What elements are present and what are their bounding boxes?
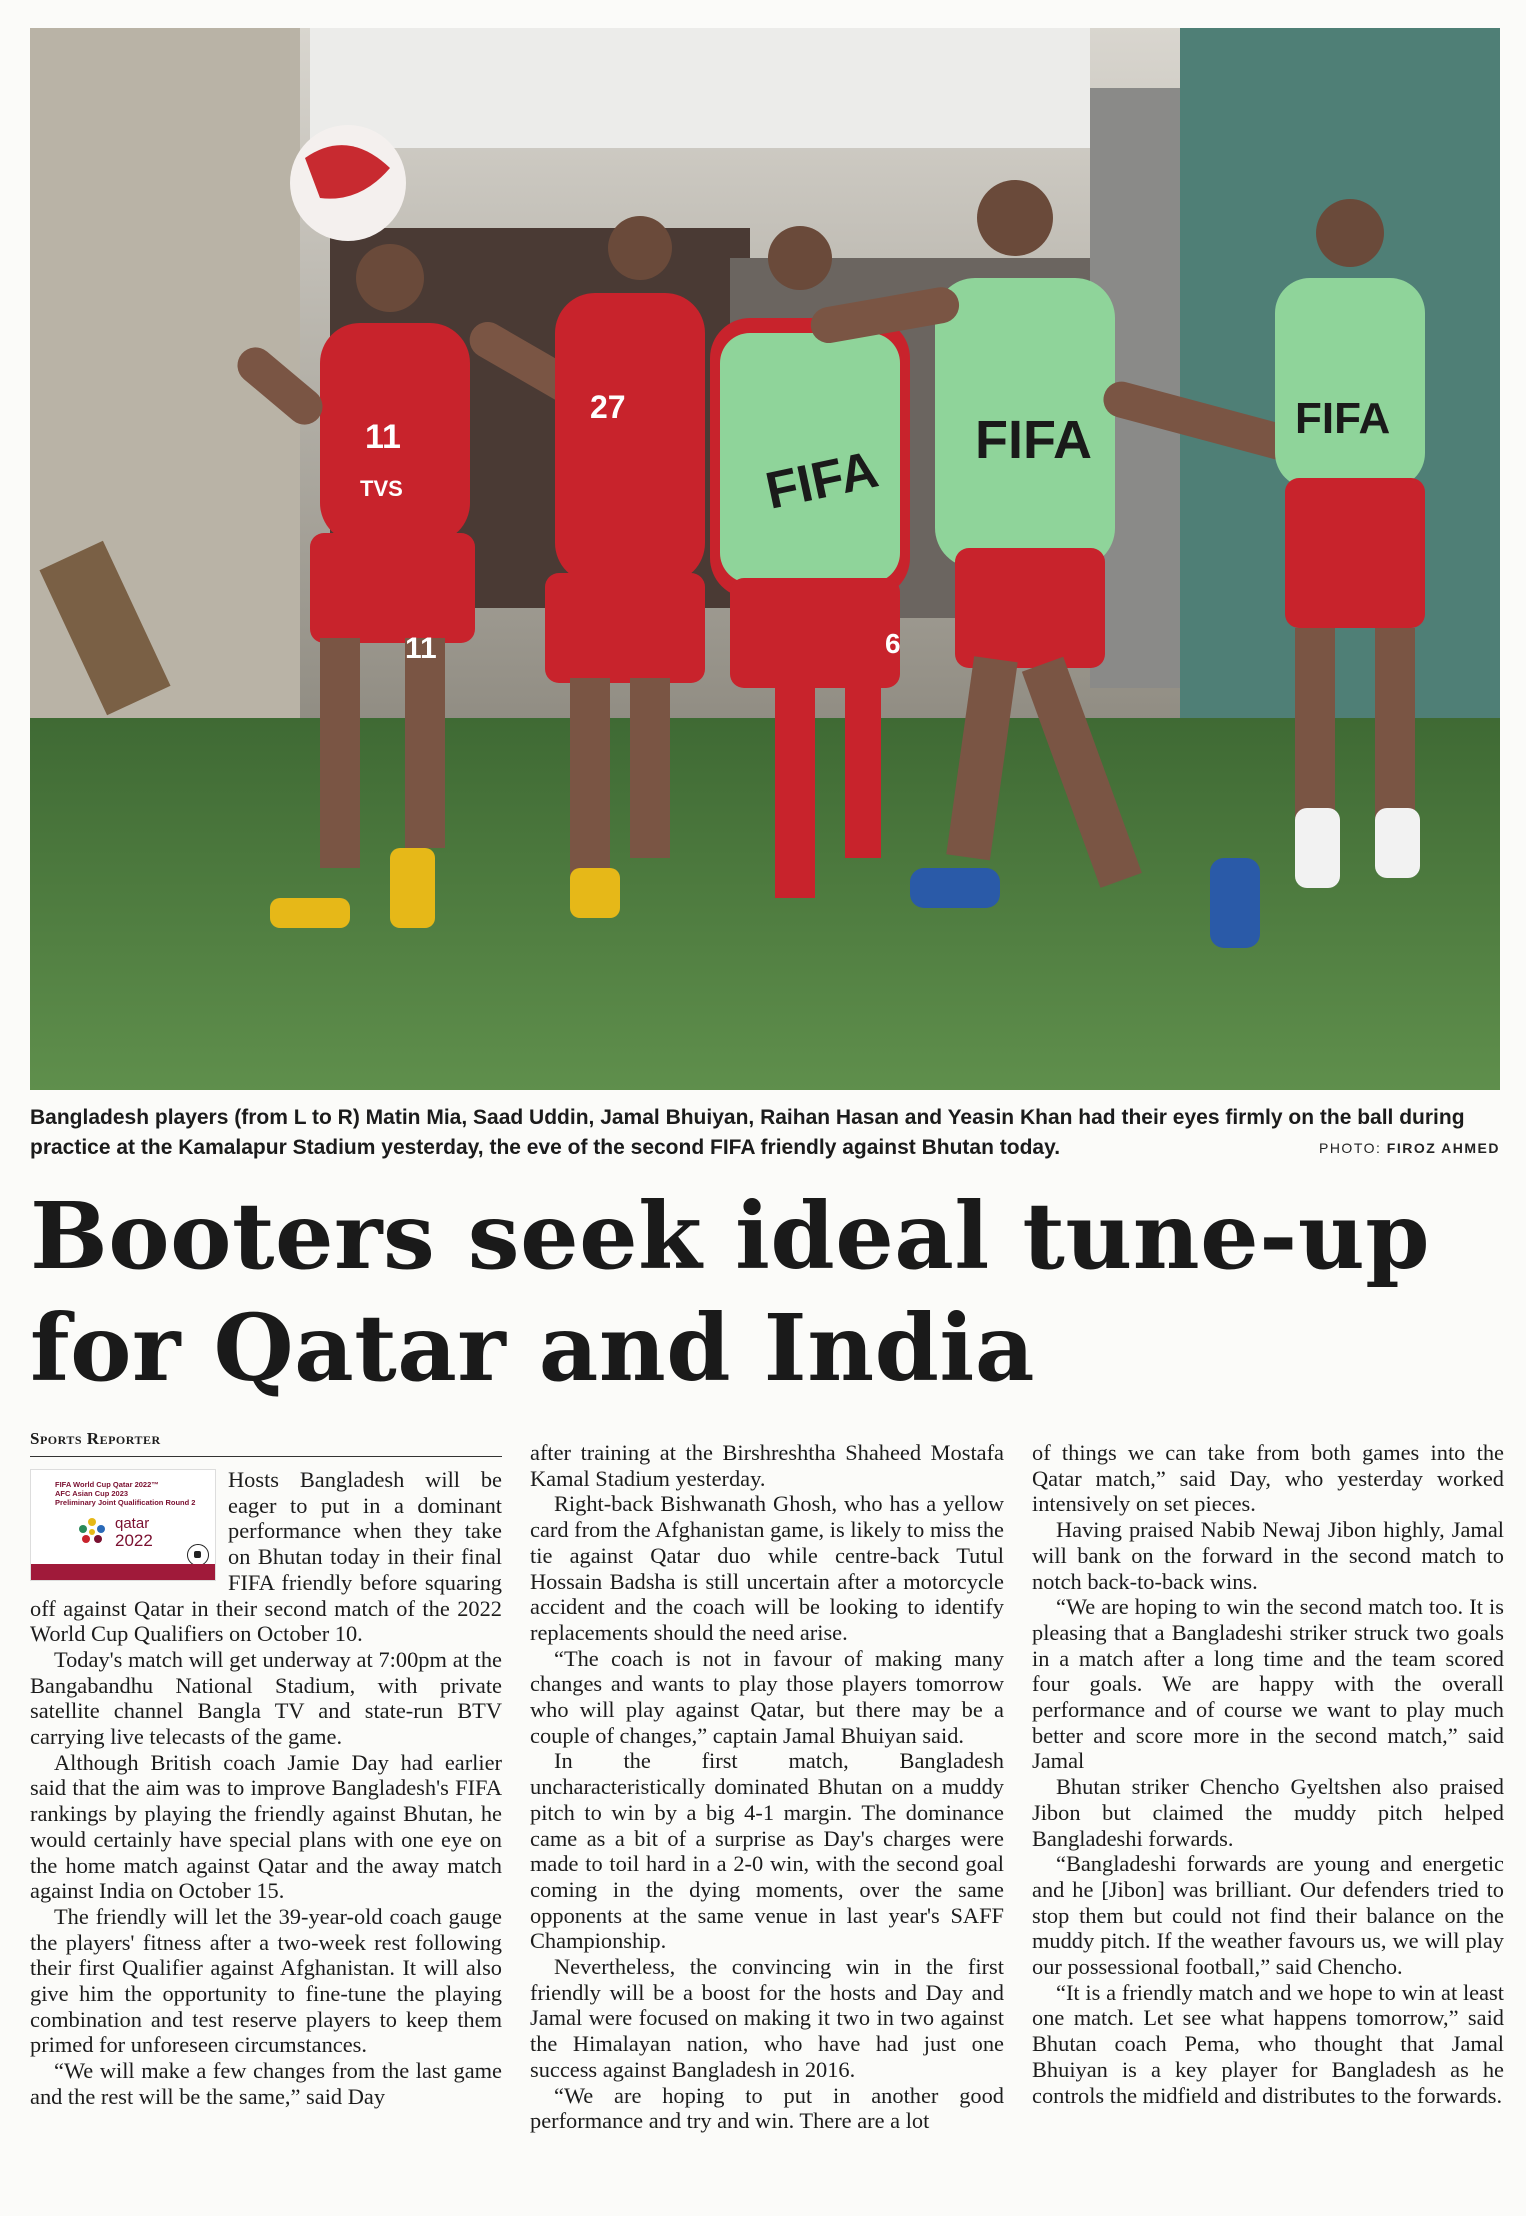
photo-credit-name: FIROZ AHMED	[1386, 1140, 1500, 1156]
paragraph: Nevertheless, the convincing win in the first friendly will be a boost for the hosts and Day and Jamal were focused on making it two in two against the Himalayan nation, who have had just one success against Bangladesh in 2016.	[530, 1954, 1004, 2082]
headline-line-2: for Qatar and India	[30, 1294, 1035, 1402]
paragraph: “We are hoping to put in another good performance and try and win. There are a lot	[530, 2082, 1004, 2134]
headline-line-1: Booters seek ideal tune-up	[30, 1182, 1431, 1290]
paragraph: “We will make a few changes from the last game and the rest will be the same,” said Day	[30, 2058, 502, 2109]
qatar-emblem-icon	[75, 1514, 109, 1548]
shorts-number: 6	[885, 628, 901, 659]
paragraph: In the first match, Bangladesh uncharacteristically dominated Bhutan on a muddy pitch to win by a big 4-1 margin. The dominance came as a bit of a surprise as Day's charges were made to toil hard in a 2-0 win, with the second goal coming in the dying moments, over the same opponents at the same venue in last year's SAFF Championship.	[530, 1748, 1004, 1954]
article-column-1	[30, 1428, 502, 2110]
paragraph: “We are hoping to win the second match too. It is pleasing that a Bangladeshi striker struck two goals in a match after a long time and the team scored four goals. We are happy with the overall performance and of course we want to play much better and score more in the second match,” said Jamal	[1032, 1594, 1504, 1774]
qualifier-logo	[30, 1469, 216, 1581]
bib-text: FIFA	[975, 410, 1092, 470]
bib-text: FIFA	[760, 440, 884, 521]
football-practice-photo	[30, 28, 1500, 1090]
photo-credit	[1319, 1140, 1500, 1156]
paragraph: “It is a friendly match and we hope to win at least one match. Let see what happens tomorrow,” said Bhutan coach Pema, who thought that Jamal Bhuiyan is a key player for Bangladesh as he controls the midfield and distributes to the forwards.	[1032, 1979, 1504, 2108]
byline: Sports Reporter	[30, 1428, 502, 1457]
paragraph: The friendly will let the 39-year-old coach gauge the players' fitness after a two-week rest following their first Qualifier against Afghanistan. It will also give him the opportunity to fine-tune the playing combination and test reserve players to keep them primed for unforeseen circumstances.	[30, 1903, 502, 2058]
article-column-3	[1032, 1440, 1504, 2108]
logo-band	[31, 1564, 215, 1580]
paragraph: “Bangladeshi forwards are young and energetic and he [Jibon] was brilliant. Our defenders tried to stop them but could not find their balance on the muddy pitch. If the weather favours us, we will play our possessional football,” said Chencho.	[1032, 1851, 1504, 1980]
paragraph: Although British coach Jamie Day had earlier said that the aim was to improve Bangladesh's FIFA rankings by playing the friendly against Bhutan, he would certainly have special plans with one eye on the home match against Qatar and the away match against India on October 15.	[30, 1749, 502, 1904]
paragraph: Hosts Bangladesh will be eager to put in a dominant performance when they take on Bhutan today in their final FIFA friendly before squaring off against Qatar in their second match of the 2022 World Cup Qualifiers on October 10.	[30, 1467, 502, 1647]
football-icon	[187, 1544, 209, 1566]
sponsor-text: TVS	[360, 476, 403, 501]
logo-brand: qatar	[115, 1515, 150, 1532]
paragraph: Bhutan striker Chencho Gyeltshen also praised Jibon but claimed the muddy pitch helped Bangladeshi forwards.	[1032, 1774, 1504, 1851]
logo-text	[55, 1480, 205, 1507]
logo-line-3: Preliminary Joint Qualification Round 2	[55, 1498, 196, 1507]
shorts-number: 11	[405, 632, 437, 665]
paragraph: Today's match will get underway at 7:00pm at the Bangabandhu National Stadium, with private satellite channel Bangla TV and state-run BTV carrying live telecasts of the game.	[30, 1646, 502, 1750]
paragraph: Right-back Bishwanath Ghosh, who has a yellow card from the Afghanistan game, is likely to miss the tie against Qatar duo while centre-back Tutul Hossain Badsha is still uncertain after a motorcycle accident and the coach will be looking to identify replacements should the need arise.	[530, 1491, 1004, 1645]
logo-line-1: FIFA World Cup Qatar 2022™	[55, 1480, 159, 1489]
article-column-2	[530, 1440, 1004, 2134]
paragraph: Having praised Nabib Newaj Jibon highly, Jamal will bank on the forward in the second match to notch back-to-back wins.	[1032, 1517, 1504, 1594]
paragraph: after training at the Birshreshtha Shaheed Mostafa Kamal Stadium yesterday.	[530, 1440, 1004, 1491]
logo-year: 2022	[115, 1531, 153, 1550]
bib-text: FIFA	[1295, 394, 1391, 443]
paragraph: of things we can take from both games into the Qatar match,” said Day, who yesterday worked intensively on set pieces.	[1032, 1440, 1504, 1517]
photo-caption: Bangladesh players (from L to R) Matin Mia, Saad Uddin, Jamal Bhuiyan, Raihan Hasan and Yeasin Khan had their eyes firmly on the ball during practice at the Kamalapur Stadium yesterday, the eve of the second FIFA friendly against Bhutan today.	[30, 1106, 1465, 1159]
headline	[30, 1180, 1510, 1404]
jersey-number: 27	[590, 389, 626, 425]
news-photo	[30, 28, 1500, 1090]
paragraph: “The coach is not in favour of making many changes and wants to play those players tomorrow who will play against Qatar, but there may be a couple of changes,” captain Jamal Bhuiyan said.	[530, 1645, 1004, 1748]
jersey-number: 11	[365, 418, 401, 456]
photo-credit-label: PHOTO:	[1318, 1140, 1382, 1156]
logo-line-2: AFC Asian Cup 2023	[55, 1489, 129, 1498]
